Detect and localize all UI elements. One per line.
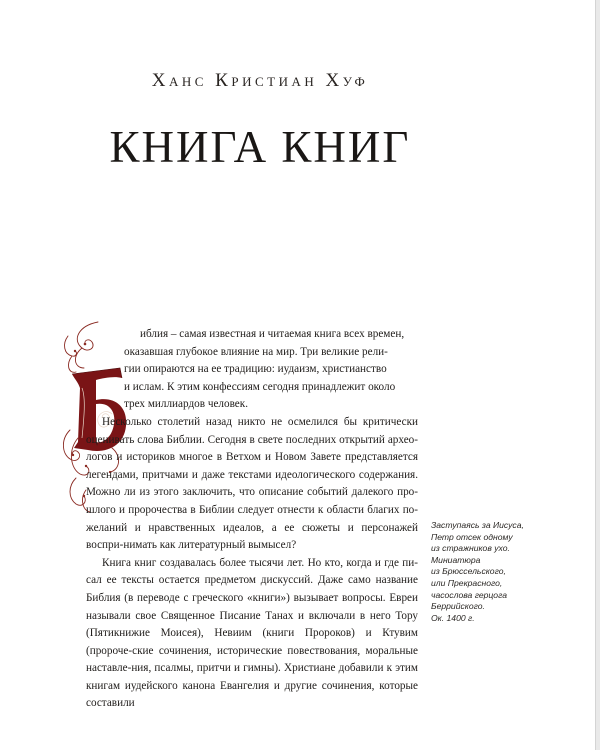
caption-line: или Прекрасного,: [431, 577, 503, 588]
body-text: [86, 326, 418, 713]
figure-caption: [431, 520, 543, 624]
paragraph: Книга книг создавалась более тысячи лет. Но кто, когда и где пи-сал ее тексты остается предметом дискуссий. Даже само название Библия (в переводе с греческого «книги») вызывает вопросы. Евреи называли свое Священное Писание Танах и включали в него Тору (Пятикнижие Моисея), Невиим (книги Пророков) и Ктувим (пророче-ские сочинения, исторические повествования, моральные наставле-ния, псалмы, притчи и гимны). Христиане добавили к этим книгам иудейского канона Евангелия и другие сочинения, которые составили: [86, 556, 418, 710]
text-line: иблия – самая известная и читаемая книга всех времен,: [140, 328, 405, 340]
text-line: трех миллиардов человек.: [124, 398, 249, 411]
text-line: оказавшая глубокое влияние на мир. Три великие рели-: [124, 345, 388, 358]
caption-line: часослова герцога: [431, 589, 508, 600]
author-name: Ханс Кристиан Хуф: [151, 70, 369, 91]
text-line: и ислам. К этим конфессиям сегодня принадлежит около: [124, 380, 396, 393]
text-line: гии опираются на ее традицию: иудаизм, христианство: [124, 363, 387, 376]
caption-line: Заступаясь за Иисуса,: [431, 520, 524, 530]
book-title: КНИГА КНИГ: [109, 122, 411, 173]
caption-line: Петр отсек одному: [431, 531, 513, 542]
caption-line: Беррийского.: [431, 601, 485, 612]
paragraph: Несколько столетий назад никто не осмелился бы критически оценивать слова Библии. Сегодня в свете последних открытий архео-логов и историков многое в Ветхом и Новом Завете представляется легендами, притчами и даже текстами идеологического содержания. Можно ли из этого заключить, что описание событий далекого про-шлого и пророчества в Библии следует отнести к области благих по-желаний и нравственных идеалов, а ее сюжеты и персонажей воспри-нимать как литературный вымысел?: [86, 415, 418, 552]
caption-line: из Брюссельского,: [431, 566, 506, 577]
caption-line: Ок. 1400 г.: [431, 612, 475, 623]
caption-line: из стражников ухо.: [431, 543, 510, 554]
page-edge: [595, 0, 600, 750]
caption-line: Миниатюра: [431, 554, 481, 565]
